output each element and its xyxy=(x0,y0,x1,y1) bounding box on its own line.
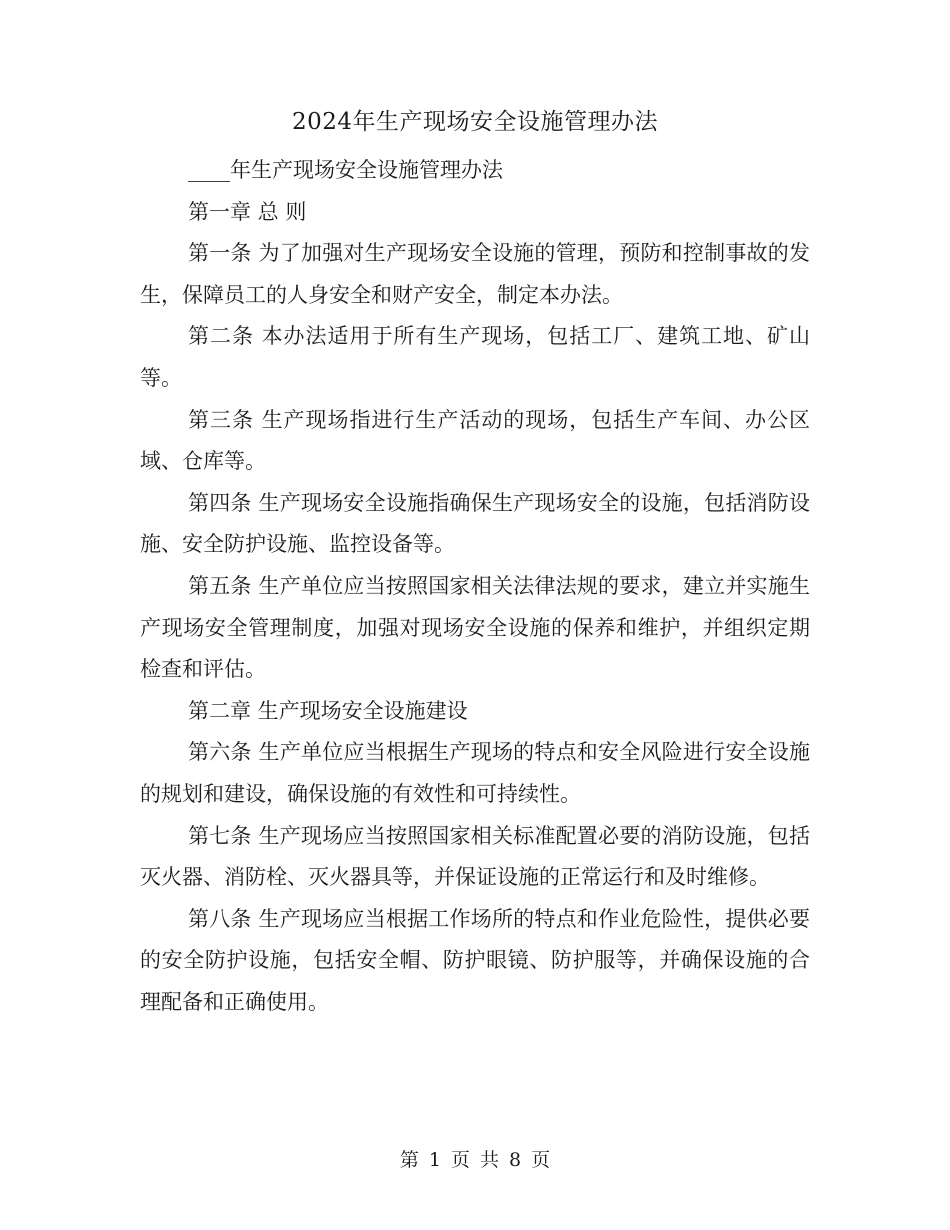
document-title: 2024年生产现场安全设施管理办法 xyxy=(291,109,659,135)
page-number-footer: 第 1 页 共 8 页 xyxy=(399,1149,551,1171)
article-4: 第四条 生产现场安全设施指确保生产现场安全的设施，包括消防设施、安全防护设施、监控设备等。 xyxy=(140,490,810,557)
chapter-heading-2: 第二章 生产现场安全设施建设 xyxy=(188,698,468,723)
article-7: 第七条 生产现场应当按照国家相关标准配置必要的消防设施，包括灭火器、消防栓、灭火器具等，并保证设施的正常运行和及时维修。 xyxy=(140,823,810,890)
chapter-heading-1: 第一章 总 则 xyxy=(188,199,307,224)
article-8: 第八条 生产现场应当根据工作场所的特点和作业危险性，提供必要的安全防护设施，包括安全帽、防护眼镜、防护服等，并确保设施的合理配备和正确使用。 xyxy=(140,906,810,1014)
article-1: 第一条 为了加强对生产现场安全设施的管理，预防和控制事故的发生，保障员工的人身安全和财产安全，制定本办法。 xyxy=(140,241,810,307)
document-body xyxy=(140,150,810,1023)
article-5: 第五条 生产单位应当按照国家相关法律法规的要求，建立并实施生产现场安全管理制度，加强对现场安全设施的保养和维护，并组织定期检查和评估。 xyxy=(140,573,810,682)
subtitle-line: ____年生产现场安全设施管理办法 xyxy=(188,158,503,182)
article-3: 第三条 生产现场指进行生产活动的现场，包括生产车间、办公区域、仓库等。 xyxy=(140,407,810,474)
article-2: 第二条 本办法适用于所有生产现场，包括工厂、建筑工地、矿山等。 xyxy=(140,324,810,390)
article-6: 第六条 生产单位应当根据生产现场的特点和安全风险进行安全设施的规划和建设，确保设施的有效性和可持续性。 xyxy=(140,740,810,806)
